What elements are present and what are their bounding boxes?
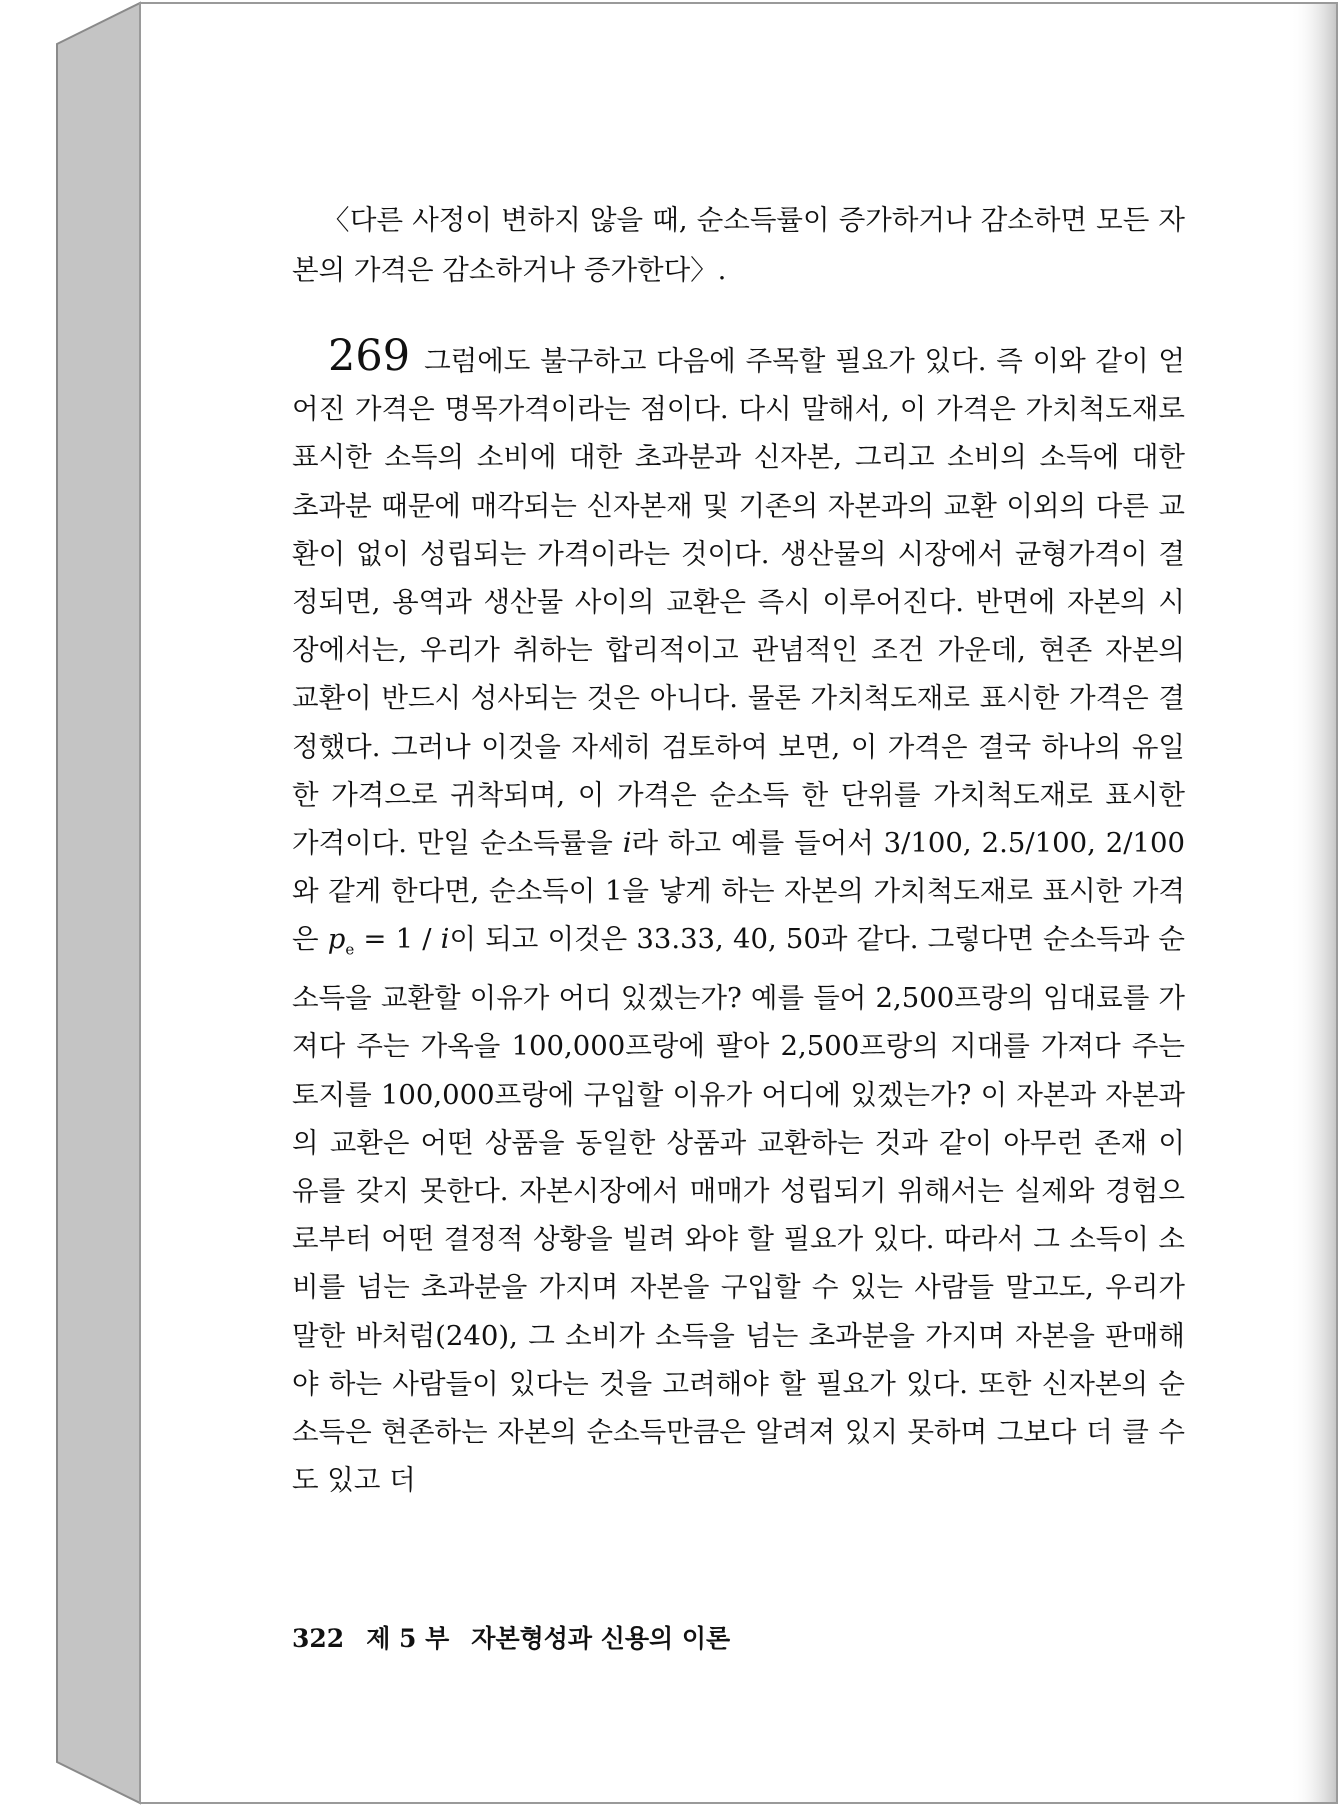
page-footer: [292, 1621, 1185, 1657]
book-spine: [57, 3, 140, 1803]
paragraph-number: 269: [328, 331, 411, 381]
section-text-2: 라 하고 예를 들어서 3/100, 2.5/100, 2/100와 같게 한다면, 순소득이 1을 낳게 하는 자본의 가치척도재로 표시한 가격은: [292, 827, 1185, 956]
section-paragraph: [292, 331, 1185, 1504]
formula-middle: = 1 /: [354, 923, 441, 956]
page-number: 322: [292, 1624, 345, 1653]
intro-paragraph: 〈다른 사정이 변하지 않을 때, 순소득률이 증가하거나 감소하면 모든 자본의 가격은 감소하거나 증가한다〉.: [292, 204, 1185, 286]
variable-i: i: [622, 827, 632, 860]
variable-p: p: [327, 923, 346, 956]
section-text: 그럼에도 불구하고 다음에 주목할 필요가 있다. 즉 이와 같이 얻어진 가격은 명목가격이라는 점이다. 다시 말해서, 이 가격은 가치척도재로 표시한 소득의 소비에 대한 초과분과 신자본, 그리고 소비의 소득에 대한 초과분 때문에 매각되는 신자본재 및 기존의 자본과의 교환 이외의 다른 교환이 없이 성립되는 가격이라는 것이다. 생산물의 시장에서 균형가격이 결정되면, 용역과 생산물 사이의 교환은 즉시 이루어진다. 반면에 자본의 시장에서는, 우리가 취하는 합리적이고 관념적인 조건 가운데, 현존 자본의 교환이 반드시 성사되는 것은 아니다. 물론 가치척도재로 표시한 가격은 결정했다. 그러나 이것을 자세히 검토하여 보면, 이 가격은 결국 하나의 유일한 가격으로 귀착되며, 이 가격은 순소득 한 단위를 가치척도재로 표시한 가격이다. 만일 순소득률을: [292, 345, 1185, 860]
section-text-3: 이 되고 이것은 33.33, 40, 50과 같다. 그렇다면 순소득과 순소득을 교환할 이유가 어디 있겠는가? 예를 들어 2,500프랑의 임대료를 가져다 주는 가옥을 100,000프랑에 팔아 2,500프랑의 지대를 가져다 주는 토지를 100,000프랑에 구입할 이유가 어디에 있겠는가? 이 자본과 자본과의 교환은 어떤 상품을 동일한 상품과 교환하는 것과 같이 아무런 존재 이유를 갖지 못한다. 자본시장에서 매매가 성립되기 위해서는 실제와 경험으로부터 어떤 결정적 상황을 빌려 와야 할 필요가 있다. 따라서 그 소득이 소비를 넘는 초과분을 가지며 자본을 구입할 수 있는 사람들 말고도, 우리가 말한 바처럼(240), 그 소비가 소득을 넘는 초과분을 가지며 자본을 판매해야 하는 사람들이 있다는 것을 고려해야 할 필요가 있다. 또한 신자본의 순소득은 현존하는 자본의 순소득만큼은 알려져 있지 못하며 그보다 더 클 수도 있고 더: [292, 923, 1185, 1497]
variable-p-subscript: e: [345, 940, 355, 959]
running-title: 자본형성과 신용의 이론: [471, 1624, 731, 1653]
part-label: 제 5 부: [366, 1624, 450, 1653]
variable-i-2: i: [440, 923, 450, 956]
page-edge-shade: [1290, 4, 1336, 1802]
